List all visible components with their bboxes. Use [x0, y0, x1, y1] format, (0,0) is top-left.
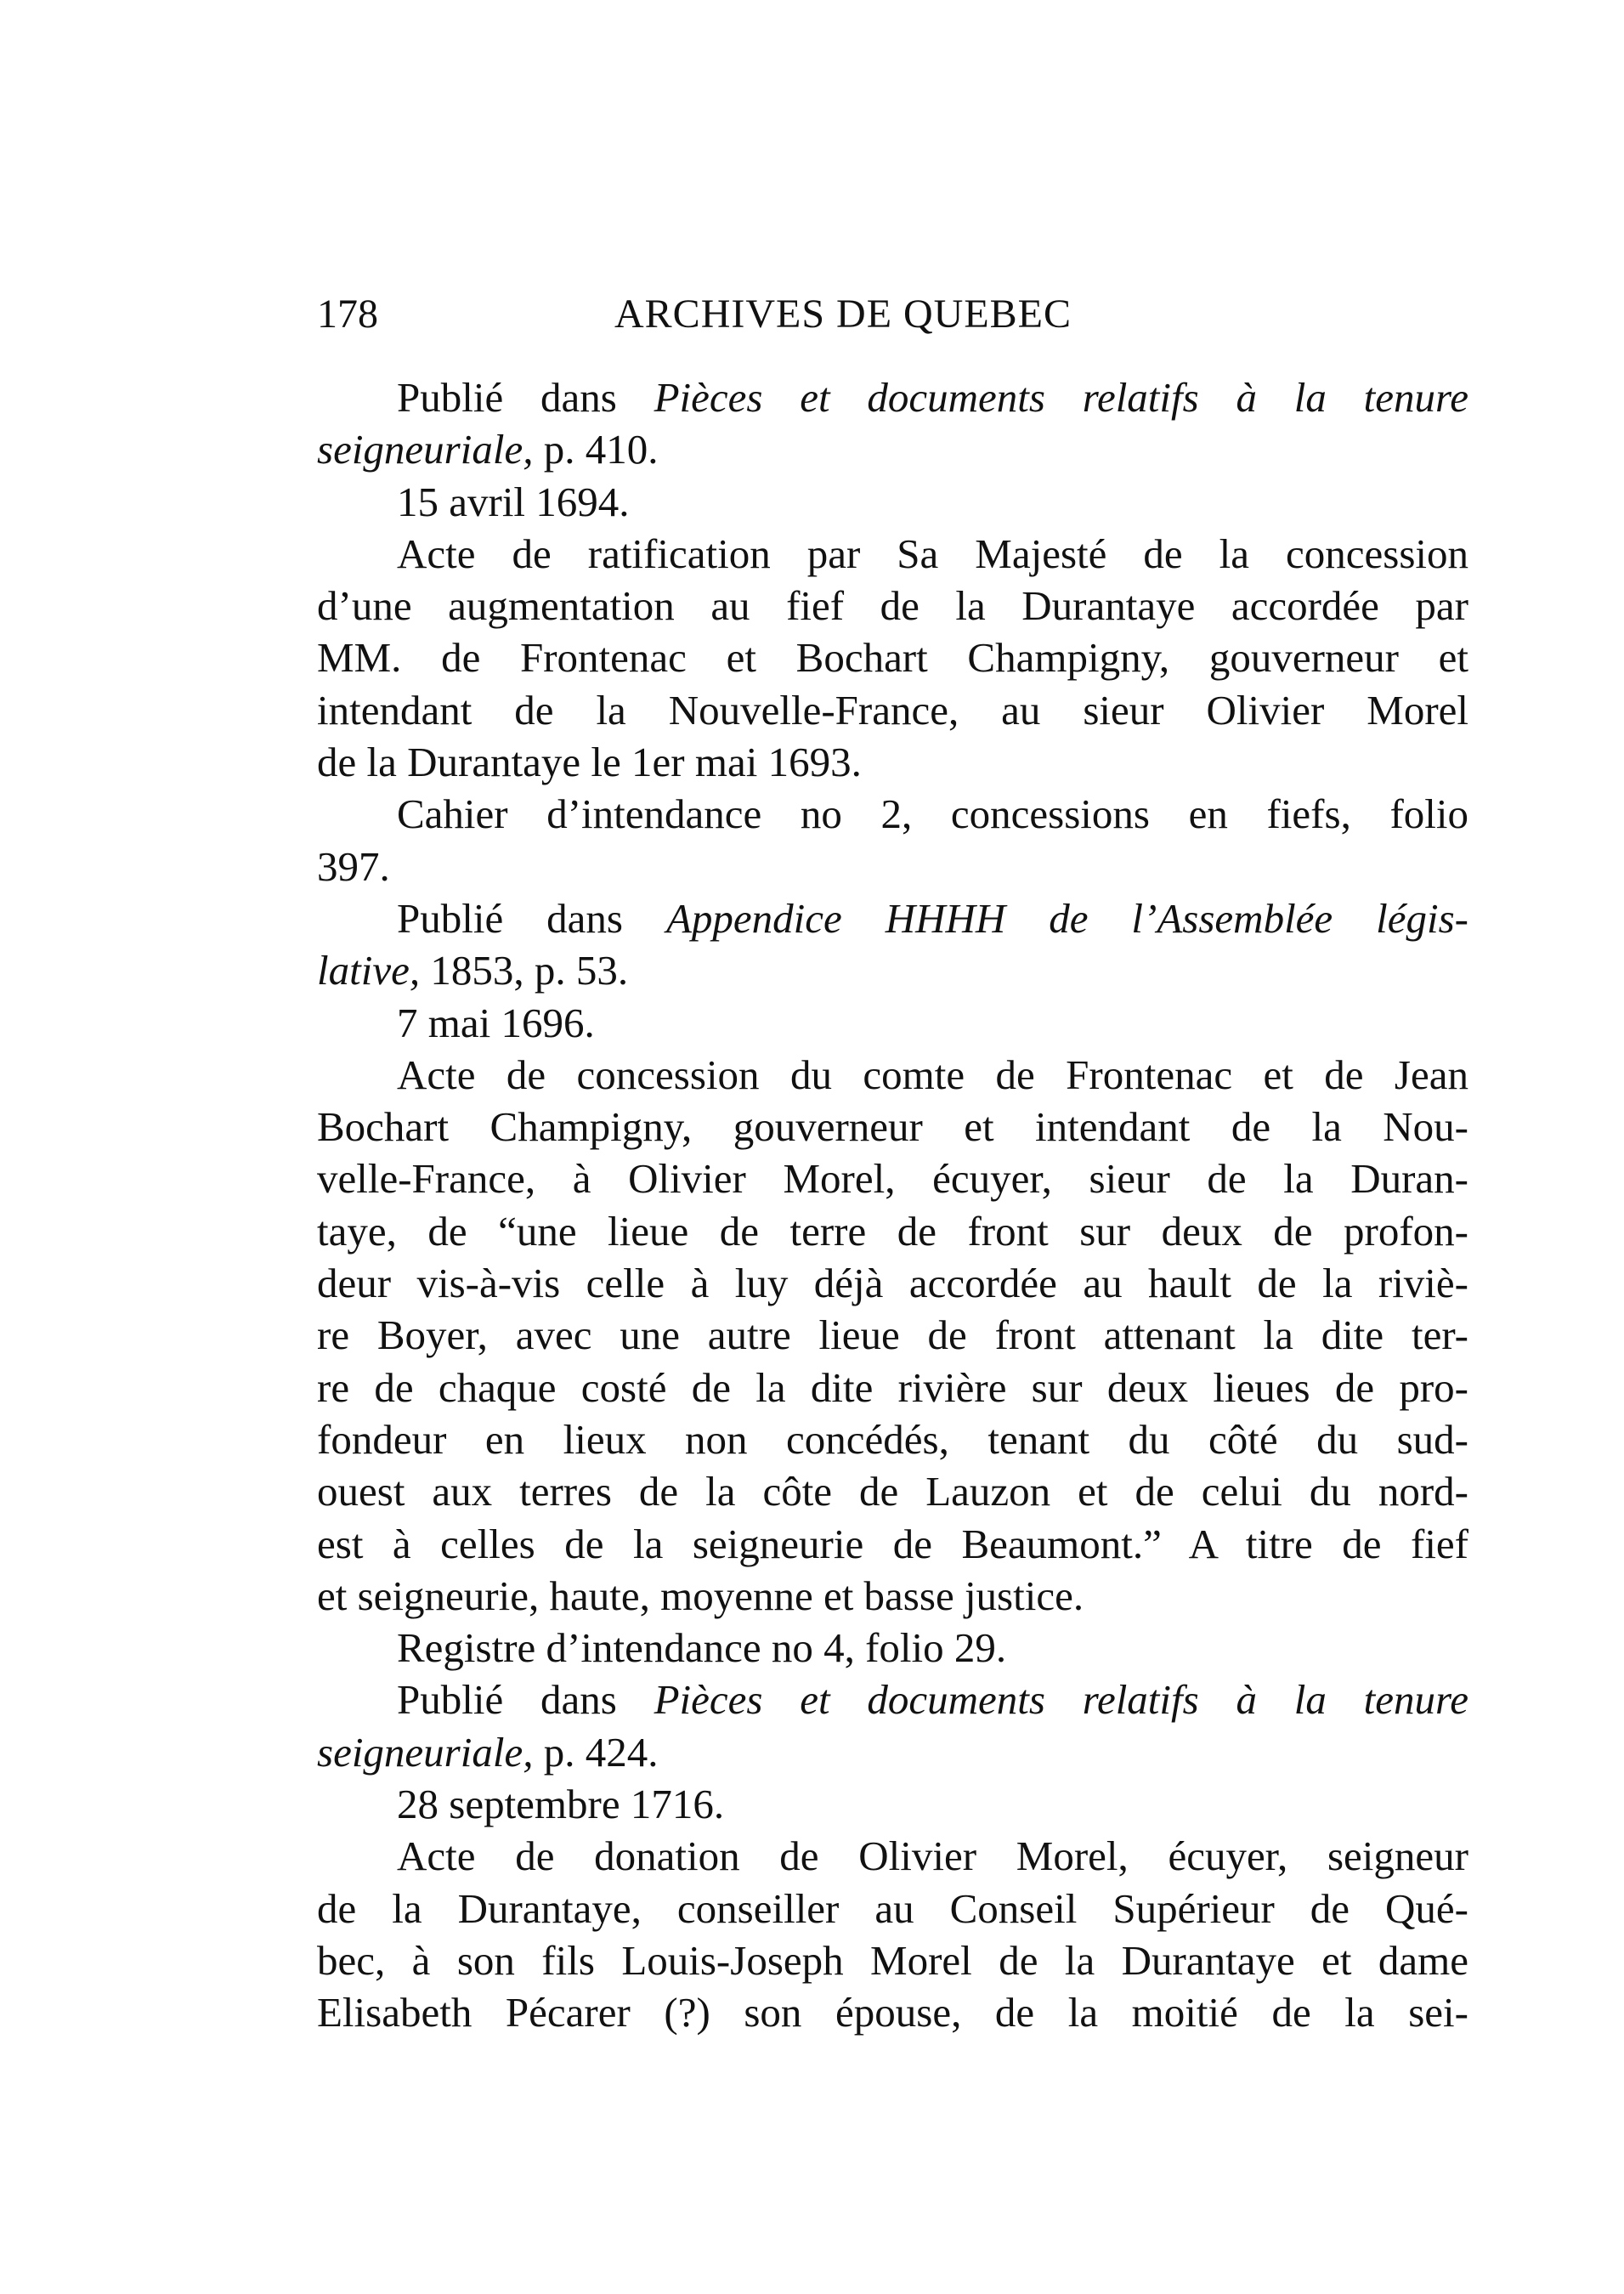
text-line: [317, 1153, 1468, 1204]
text-run: p. 410.: [533, 426, 659, 473]
text-line: [317, 1101, 1468, 1153]
text-line: [317, 1257, 1468, 1309]
text-line: [317, 684, 1468, 736]
italic-text: seigneuriale,: [317, 426, 534, 473]
text-line: [317, 632, 1468, 683]
running-title: ARCHIVES DE QUEBEC: [614, 292, 1072, 337]
text-run: taye, de “une lieue de terre de front sur deux de profon-: [317, 1207, 1468, 1255]
text-run: fondeur en lieux non concédés, tenant du côté du sud-: [317, 1415, 1468, 1463]
text-line: [317, 371, 1468, 423]
text-run: 7 mai 1696.: [397, 999, 595, 1046]
text-line: [317, 1934, 1468, 1986]
text-line: [317, 841, 1468, 892]
text-run: ouest aux terres de la côte de Lauzon et de celui du nord-: [317, 1468, 1468, 1515]
text-run: 15 avril 1694.: [397, 478, 630, 525]
text-line: [317, 736, 1468, 788]
text-run: Cahier d’intendance no 2, concessions en fiefs, folio: [397, 790, 1468, 838]
italic-text: Pièces et documents relatifs à la tenure: [654, 1676, 1468, 1724]
text-line: [317, 1413, 1468, 1465]
text-line: [317, 423, 1468, 475]
text-run: Acte de donation de Olivier Morel, écuyer, seigneur: [397, 1832, 1468, 1880]
text-run: re Boyer, avec une autre lieue de front attenant la dite ter-: [317, 1311, 1468, 1359]
text-run: est à celles de la seigneurie de Beaumont.” A titre de fief: [317, 1520, 1468, 1567]
text-line: [317, 1986, 1468, 2038]
text-line: [317, 1362, 1468, 1413]
text-run: deur vis-à-vis celle à luy déjà accordée au hault de la riviè-: [317, 1260, 1468, 1307]
text-line: [317, 1622, 1468, 1674]
text-line: [317, 1726, 1468, 1778]
text-run: re de chaque costé de la dite rivière sur deux lieues de pro-: [317, 1363, 1468, 1411]
text-run: Publié dans: [397, 894, 666, 942]
italic-text: seigneuriale,: [317, 1728, 534, 1776]
italic-text: lative,: [317, 947, 421, 994]
text-run: bec, à son fils Louis-Joseph Morel de la Durantaye et dame: [317, 1936, 1468, 1984]
text-run: velle-France, à Olivier Morel, écuyer, sieur de la Duran-: [317, 1155, 1468, 1203]
text-line: [317, 1830, 1468, 1882]
text-run: Acte de concession du comte de Frontenac et de Jean: [397, 1051, 1468, 1098]
text-run: et seigneurie, haute, moyenne et basse justice.: [317, 1572, 1084, 1619]
text-run: p. 424.: [533, 1728, 659, 1776]
text-line: [317, 1570, 1468, 1622]
text-run: Acte de ratification par Sa Majesté de la concession: [397, 530, 1468, 577]
text-run: Registre d’intendance no 4, folio 29.: [397, 1624, 1007, 1672]
text-line: [317, 1674, 1468, 1725]
text-run: 28 septembre 1716.: [397, 1781, 725, 1828]
text-line: [317, 528, 1468, 580]
text-run: MM. de Frontenac et Bochart Champigny, gouverneur et: [317, 634, 1468, 682]
text-run: 1853, p. 53.: [420, 947, 629, 994]
text-run: Publié dans: [397, 374, 654, 421]
text-line: [317, 1778, 1468, 1830]
running-header: [317, 285, 1468, 344]
text-run: 397.: [317, 842, 390, 890]
text-line: [317, 1205, 1468, 1257]
italic-text: Appendice HHHH de l’Assemblée légis-: [665, 894, 1468, 942]
text-line: [317, 788, 1468, 840]
text-line: [317, 476, 1468, 528]
text-line: [317, 1518, 1468, 1570]
text-line: [317, 580, 1468, 632]
text-line: [317, 944, 1468, 996]
text-run: de la Durantaye le 1er mai 1693.: [317, 739, 862, 786]
text-line: [317, 997, 1468, 1049]
text-run: Elisabeth Pécarer (?) son épouse, de la moitié de la sei-: [317, 1989, 1468, 2036]
italic-text: Pièces et documents relatifs à la tenure: [654, 374, 1468, 421]
body-text: [317, 371, 1468, 2039]
text-line: [317, 892, 1468, 944]
page-number: 178: [317, 292, 378, 337]
text-run: Publié dans: [397, 1676, 654, 1724]
text-run: intendant de la Nouvelle-France, au sieur Olivier Morel: [317, 686, 1468, 734]
text-run: d’une augmentation au fief de la Durantaye accordée par: [317, 582, 1468, 630]
text-line: [317, 1883, 1468, 1934]
text-run: Bochart Champigny, gouverneur et intendant de la Nou-: [317, 1103, 1468, 1151]
text-run: de la Durantaye, conseiller au Conseil Supérieur de Qué-: [317, 1884, 1468, 1932]
text-line: [317, 1309, 1468, 1361]
text-line: [317, 1049, 1468, 1101]
text-line: [317, 1465, 1468, 1517]
